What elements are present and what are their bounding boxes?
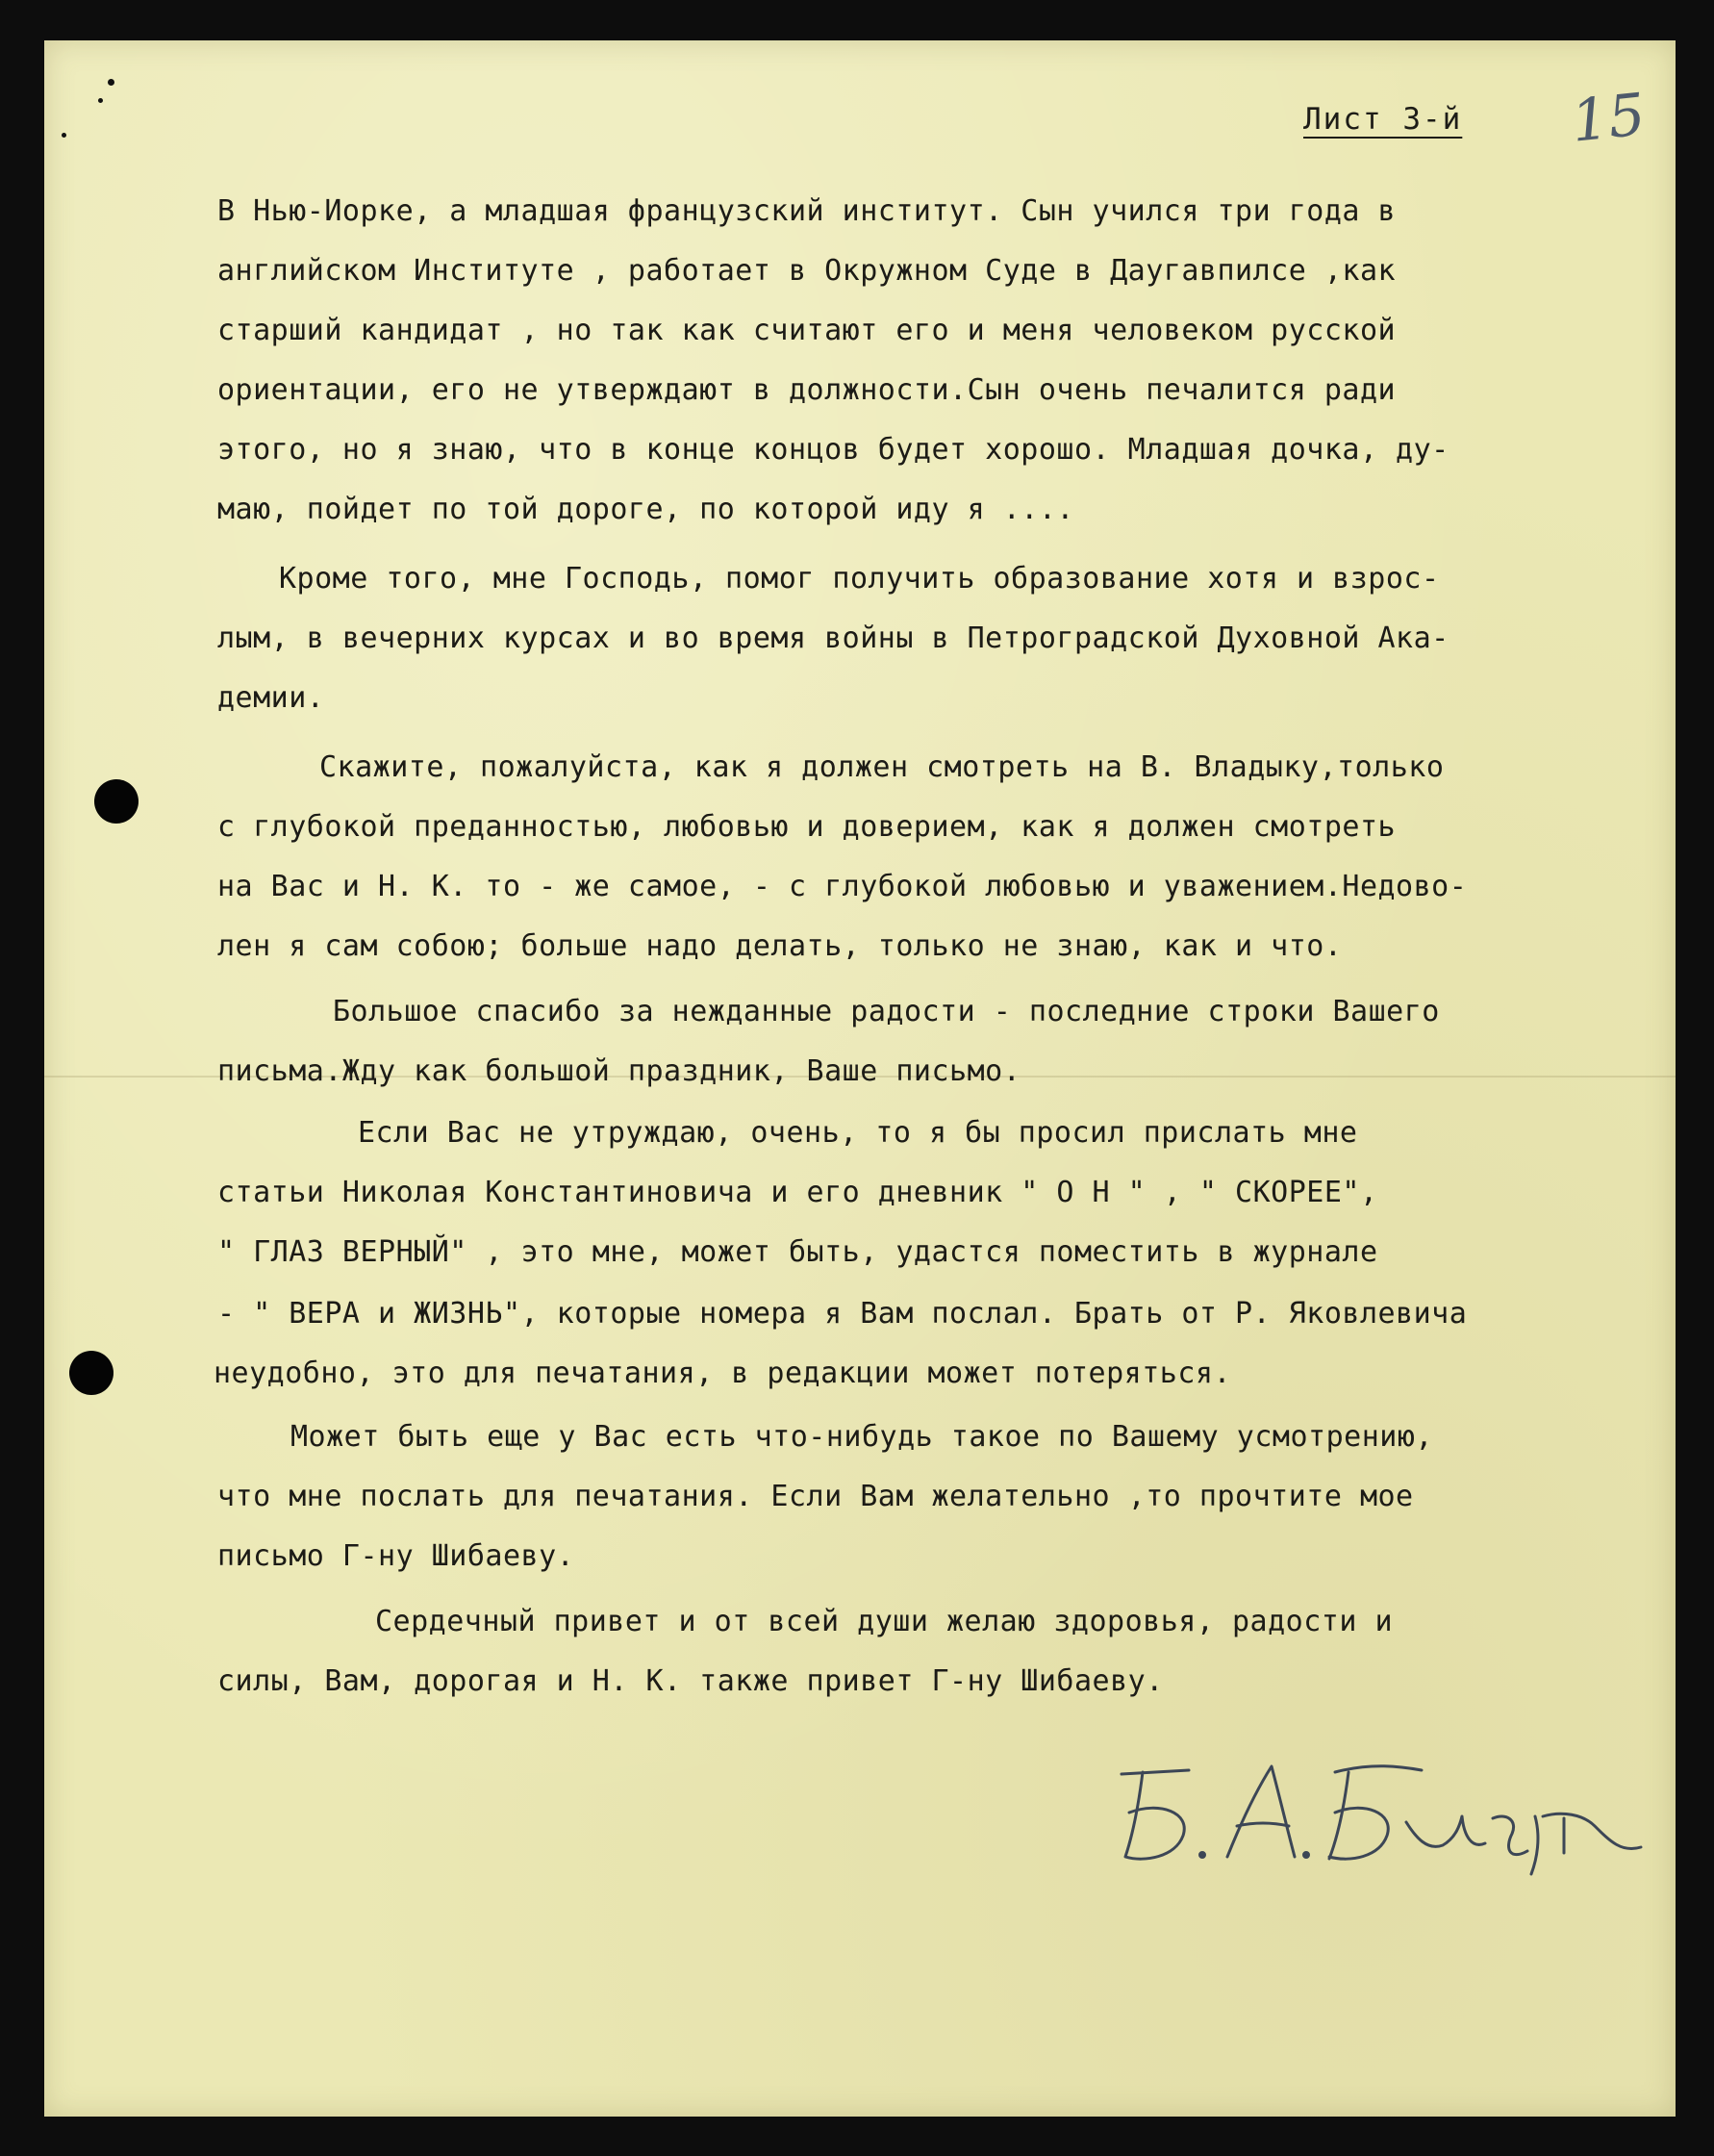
letter-line: ориентации, его не утверждают в должности.Сын очень печалится ради	[217, 373, 1397, 407]
letter-line: неудобно, это для печатания, в редакции может потеряться.	[214, 1357, 1232, 1390]
letter-line: Если Вас не утруждаю, очень, то я бы просил прислать мне	[358, 1116, 1358, 1150]
letter-line: Может быть еще у Вас есть что-нибудь такое по Вашему усмотрению,	[290, 1420, 1433, 1454]
letter-line: лым, в вечерних курсах и во время войны в Петроградской Духовной Ака-	[217, 621, 1449, 655]
letter-line: В Нью-Иорке, а младшая французский институт. Сын учился три года в	[217, 194, 1397, 228]
letter-line: этого, но я знаю, что в конце концов будет хорошо. Младшая дочка, ду-	[217, 433, 1449, 467]
letter-line: статьи Николая Константиновича и его дневник " О Н " , " СКОРЕЕ",	[217, 1176, 1378, 1209]
letter-line: Сердечный привет и от всей души желаю здоровья, радости и	[375, 1605, 1394, 1638]
letter-line: на Вас и Н. К. то - же самое, - с глубокой любовью и уважением.Недово-	[217, 870, 1468, 903]
letter-line: Кроме того, мне Господь, помог получить образование хотя и взрос-	[279, 562, 1440, 596]
letter-body	[44, 40, 1676, 1868]
document-page	[44, 40, 1676, 2117]
letter-line: демии.	[217, 681, 325, 715]
letter-line: письма.Жду как большой праздник, Ваше письмо.	[217, 1054, 1021, 1088]
handwritten-signature	[1083, 1745, 1660, 1880]
letter-line: английском Институте , работает в Окружном Суде в Даугавпилсе ,как	[217, 254, 1397, 288]
letter-line: маю, пойдет по той дороге, по которой иду я ....	[217, 493, 1074, 526]
letter-line: Большое спасибо за нежданные радости - последние строки Вашего	[333, 995, 1440, 1028]
letter-line: - " ВЕРА и ЖИЗНЬ", которые номера я Вам послал. Брать от Р. Яковлевича	[217, 1297, 1468, 1331]
letter-line: старший кандидат , но так как считают его и меня человеком русской	[217, 314, 1397, 347]
letter-line: письмо Г-ну Шибаеву.	[217, 1539, 575, 1573]
letter-line: Скажите, пожалуйста, как я должен смотреть на В. Владыку,только	[319, 750, 1445, 784]
letter-line: лен я сам собою; больше надо делать, только не знаю, как и что.	[217, 929, 1343, 963]
letter-line: что мне послать для печатания. Если Вам желательно ,то прочтите мое	[217, 1480, 1414, 1513]
letter-line: с глубокой преданностью, любовью и доверием, как я должен смотреть	[217, 810, 1397, 844]
handwritten-page-number: 15	[1568, 81, 1649, 156]
letter-line: " ГЛАЗ ВЕРНЫЙ" , это мне, может быть, удастся поместить в журнале	[217, 1235, 1378, 1269]
sheet-label: Лист 3-й	[1303, 102, 1463, 137]
letter-line: силы, Вам, дорогая и Н. К. также привет Г-ну Шибаеву.	[217, 1664, 1164, 1698]
